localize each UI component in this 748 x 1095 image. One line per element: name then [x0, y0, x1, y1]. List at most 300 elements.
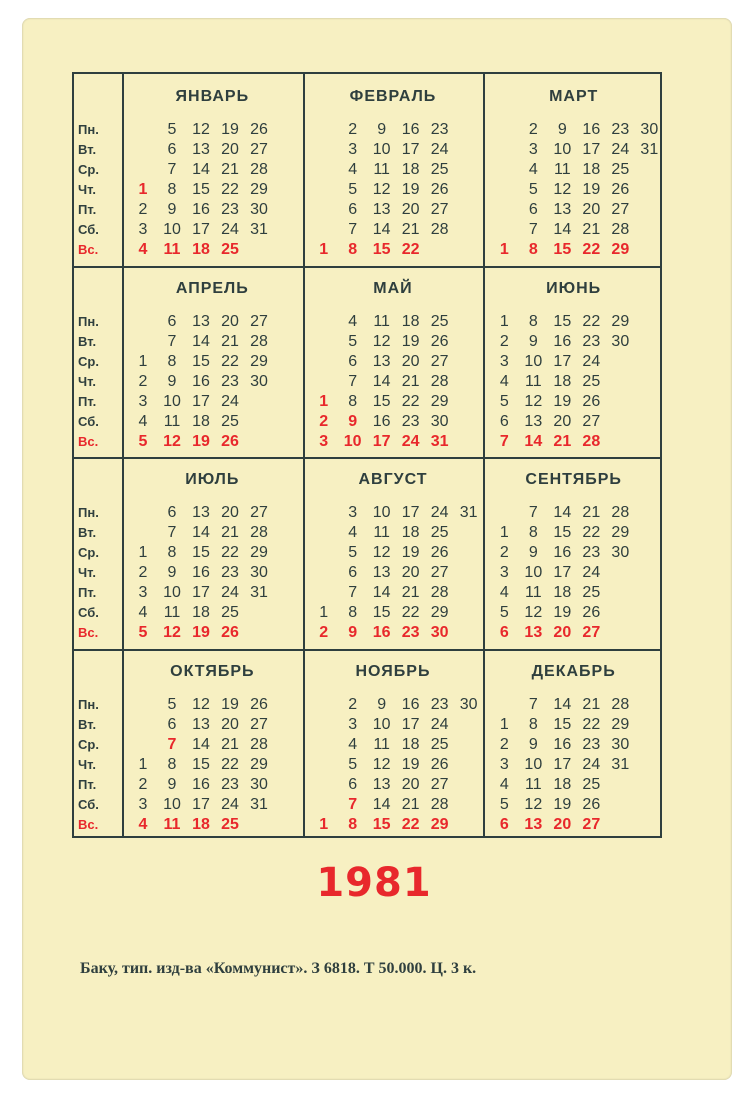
- day-number: 27: [582, 624, 601, 641]
- day-number: 9: [167, 564, 177, 581]
- day-number: 3: [138, 795, 148, 813]
- day-number: 15: [553, 312, 572, 330]
- day-number: 28: [582, 432, 601, 450]
- day-number: 28: [611, 504, 630, 521]
- day-number: 2: [138, 201, 148, 218]
- day-number: 23: [221, 201, 239, 218]
- day-number: 28: [250, 161, 268, 178]
- day-number: 1: [499, 241, 509, 258]
- day-number: 26: [430, 332, 449, 350]
- day-number: 19: [192, 432, 210, 450]
- day-number: 1: [319, 241, 329, 258]
- day-number: 21: [401, 372, 420, 390]
- day-number: 27: [611, 201, 630, 218]
- day-number: 22: [401, 815, 420, 833]
- day-number: 29: [430, 392, 449, 410]
- day-number: 11: [554, 161, 571, 178]
- day-number: 23: [401, 412, 420, 430]
- day-number: 3: [348, 504, 358, 521]
- day-number: 5: [348, 544, 358, 561]
- day-number: 6: [499, 412, 509, 430]
- day-number: 6: [167, 715, 177, 733]
- day-number: 6: [167, 312, 177, 330]
- day-number: 15: [372, 392, 391, 410]
- day-number: 8: [528, 312, 538, 330]
- day-number: 15: [553, 715, 572, 733]
- month-name: ИЮНЬ: [546, 279, 602, 297]
- day-number: 30: [250, 775, 268, 793]
- day-number: 3: [348, 715, 358, 733]
- day-number: 18: [553, 775, 572, 793]
- day-number: 15: [372, 815, 391, 833]
- day-number: 22: [582, 312, 601, 330]
- day-number: 29: [611, 524, 630, 541]
- weekday-labels: [78, 120, 118, 260]
- day-number: 27: [250, 715, 268, 733]
- day-number: 13: [372, 564, 391, 581]
- day-number: 18: [192, 412, 210, 430]
- day-number: 18: [582, 161, 601, 178]
- day-number: 3: [138, 584, 148, 601]
- day-number: 19: [553, 795, 572, 813]
- day-number: 30: [611, 332, 630, 350]
- day-number: 21: [582, 504, 601, 521]
- weekday-label: Ср.: [78, 353, 99, 369]
- day-number: 4: [348, 161, 358, 178]
- day-number: 3: [138, 392, 148, 410]
- day-number: 12: [163, 624, 181, 641]
- day-number: 11: [525, 372, 542, 390]
- day-number: 20: [221, 715, 239, 733]
- day-number: 4: [138, 604, 148, 621]
- day-number: 1: [138, 544, 148, 561]
- day-number: 22: [582, 241, 601, 258]
- day-number: 5: [167, 121, 177, 138]
- day-number: 17: [372, 432, 391, 450]
- day-number: 5: [499, 795, 509, 813]
- day-number: 20: [401, 775, 420, 793]
- day-number: 16: [401, 121, 420, 138]
- day-number: 15: [192, 755, 210, 773]
- day-number: 12: [163, 432, 181, 450]
- day-number: 18: [553, 584, 572, 601]
- day-number: 30: [459, 695, 478, 713]
- day-number: 28: [250, 735, 268, 753]
- day-number: 4: [348, 312, 358, 330]
- month-block: [122, 457, 303, 648]
- day-number: 8: [167, 352, 177, 370]
- day-number: 20: [553, 815, 572, 833]
- day-number: 28: [430, 795, 449, 813]
- day-number: 24: [221, 795, 239, 813]
- day-number: 19: [553, 604, 572, 621]
- day-number: 22: [221, 181, 239, 198]
- day-number: 29: [611, 312, 630, 330]
- day-number: 29: [250, 755, 268, 773]
- weekday-labels: [78, 503, 118, 643]
- day-number: 19: [582, 181, 601, 198]
- day-number: 17: [192, 221, 210, 238]
- day-number: 20: [553, 624, 572, 641]
- day-number: 12: [553, 181, 572, 198]
- day-number: 28: [611, 221, 630, 238]
- day-number: 23: [430, 695, 449, 713]
- day-number: 16: [582, 121, 601, 138]
- day-number: 17: [192, 795, 210, 813]
- day-number: 29: [250, 544, 268, 561]
- day-number: 15: [372, 604, 391, 621]
- day-number: 14: [553, 221, 572, 238]
- day-number: 7: [348, 795, 358, 813]
- month-block: [483, 266, 664, 457]
- day-number: 14: [192, 161, 210, 178]
- day-number: 31: [430, 432, 449, 450]
- calendar-grid: [72, 72, 662, 838]
- day-number: 15: [192, 181, 210, 198]
- day-number: 29: [430, 604, 449, 621]
- day-number: 30: [611, 544, 630, 561]
- day-number: 30: [640, 121, 659, 138]
- month-name: АВГУСТ: [358, 471, 428, 488]
- day-number: 1: [138, 755, 148, 773]
- weekday-label: Вт.: [78, 716, 97, 732]
- day-number: 20: [553, 412, 572, 430]
- day-number: 8: [167, 755, 177, 773]
- day-number: 16: [372, 412, 391, 430]
- day-number: 2: [348, 121, 358, 138]
- day-number: 27: [582, 815, 601, 833]
- day-number: 12: [524, 604, 543, 621]
- day-number: 3: [348, 141, 358, 158]
- day-number: 5: [499, 392, 509, 410]
- weekday-label: Чт.: [78, 565, 96, 580]
- weekday-labels: [78, 695, 118, 835]
- weekday-label: Вс.: [78, 625, 99, 640]
- day-number: 26: [221, 624, 239, 641]
- day-number: 25: [221, 815, 239, 833]
- day-number: 22: [582, 715, 601, 733]
- day-number: 4: [138, 815, 148, 833]
- day-number: 10: [163, 392, 181, 410]
- day-number: 30: [250, 564, 268, 581]
- weekday-labels: [78, 312, 118, 452]
- weekday-label: Сб.: [78, 413, 99, 429]
- day-number: 10: [524, 352, 543, 370]
- day-number: 7: [167, 735, 177, 753]
- day-number: 1: [319, 604, 329, 621]
- day-number: 18: [401, 161, 420, 178]
- day-number: 17: [192, 584, 210, 601]
- day-number: 8: [348, 392, 358, 410]
- month-block: [303, 457, 484, 648]
- day-number: 16: [372, 624, 391, 641]
- day-number: 19: [221, 121, 239, 138]
- day-number: 6: [528, 201, 538, 218]
- day-number: 12: [372, 755, 391, 773]
- day-number: 12: [524, 392, 543, 410]
- day-number: 7: [528, 504, 538, 521]
- day-number: 30: [250, 372, 268, 390]
- day-number: 30: [430, 412, 449, 430]
- day-number: 20: [221, 141, 239, 158]
- day-number: 4: [138, 241, 148, 258]
- day-number: 27: [430, 201, 449, 218]
- day-number: 25: [611, 161, 630, 178]
- day-number: 25: [430, 524, 449, 541]
- day-number: 14: [192, 735, 210, 753]
- day-number: 19: [553, 392, 572, 410]
- day-number: 3: [528, 141, 538, 158]
- day-number: 16: [553, 332, 572, 350]
- day-number: 16: [401, 695, 420, 713]
- day-number: 10: [524, 755, 543, 773]
- day-number: 20: [401, 352, 420, 370]
- day-number: 8: [528, 241, 538, 258]
- day-number: 24: [401, 432, 420, 450]
- day-number: 23: [430, 121, 449, 138]
- day-number: 18: [192, 815, 210, 833]
- day-number: 16: [192, 564, 210, 581]
- day-number: 17: [401, 504, 420, 521]
- day-number: 17: [192, 392, 210, 410]
- day-number: 22: [221, 755, 239, 773]
- day-number: 24: [430, 715, 449, 733]
- day-number: 14: [372, 221, 391, 238]
- day-number: 5: [138, 432, 148, 450]
- day-number: 14: [192, 524, 210, 541]
- weekday-label: Ср.: [78, 736, 99, 752]
- day-number: 24: [221, 392, 239, 410]
- day-number: 8: [528, 715, 538, 733]
- day-number: 16: [553, 735, 572, 753]
- month-block: [483, 457, 664, 648]
- day-number: 14: [372, 795, 391, 813]
- day-number: 23: [582, 544, 601, 561]
- day-number: 27: [430, 352, 449, 370]
- day-number: 30: [250, 201, 268, 218]
- day-number: 25: [582, 775, 601, 793]
- day-number: 10: [163, 221, 181, 238]
- day-number: 12: [524, 795, 543, 813]
- day-number: 5: [499, 604, 509, 621]
- day-number: 9: [167, 201, 177, 218]
- month-block: [483, 74, 664, 265]
- day-number: 23: [221, 775, 239, 793]
- day-number: 15: [553, 241, 572, 258]
- day-number: 21: [221, 161, 239, 178]
- day-number: 4: [499, 372, 509, 390]
- day-number: 11: [163, 241, 181, 258]
- day-number: 9: [528, 332, 538, 350]
- day-number: 10: [524, 564, 543, 581]
- day-number: 2: [138, 564, 148, 581]
- day-number: 22: [221, 544, 239, 561]
- day-number: 18: [192, 241, 210, 258]
- day-number: 13: [192, 715, 210, 733]
- day-number: 12: [192, 121, 210, 138]
- day-number: 10: [372, 141, 391, 158]
- day-number: 20: [401, 564, 420, 581]
- day-number: 7: [167, 524, 177, 541]
- day-number: 11: [373, 312, 390, 330]
- day-number: 9: [167, 775, 177, 793]
- day-number: 25: [430, 161, 449, 178]
- day-number: 12: [372, 544, 391, 561]
- day-number: 31: [250, 795, 268, 813]
- day-number: 2: [319, 624, 329, 641]
- day-number: 11: [373, 735, 390, 753]
- day-number: 9: [557, 121, 567, 138]
- day-number: 23: [582, 735, 601, 753]
- weekday-label: Пн.: [78, 505, 99, 520]
- day-number: 18: [401, 524, 420, 541]
- day-number: 14: [524, 432, 543, 450]
- day-number: 3: [138, 221, 148, 238]
- day-number: 10: [163, 795, 181, 813]
- day-number: 21: [221, 524, 239, 541]
- weekday-label: Вт.: [78, 142, 97, 157]
- month-name: ЯНВАРЬ: [175, 88, 250, 105]
- day-number: 18: [192, 604, 210, 621]
- day-number: 24: [221, 221, 239, 238]
- day-number: 13: [553, 201, 572, 218]
- day-number: 2: [319, 412, 329, 430]
- month-name: ФЕВРАЛЬ: [349, 88, 437, 105]
- day-number: 4: [528, 161, 538, 178]
- day-number: 18: [553, 372, 572, 390]
- day-number: 12: [372, 181, 391, 198]
- day-number: 14: [553, 504, 572, 521]
- month-block: [483, 649, 664, 840]
- day-number: 10: [163, 584, 181, 601]
- day-number: 8: [167, 181, 177, 198]
- day-number: 18: [401, 735, 420, 753]
- day-number: 26: [430, 181, 449, 198]
- day-number: 17: [401, 715, 420, 733]
- day-number: 24: [582, 352, 601, 370]
- day-number: 1: [499, 312, 509, 330]
- day-number: 20: [221, 312, 239, 330]
- day-number: 23: [221, 372, 239, 390]
- day-number: 28: [250, 332, 268, 350]
- month-block: [122, 74, 303, 265]
- month-name: НОЯБРЬ: [355, 662, 431, 680]
- day-number: 1: [138, 352, 148, 370]
- day-number: 13: [192, 312, 210, 330]
- day-number: 13: [372, 352, 391, 370]
- day-number: 11: [163, 815, 181, 833]
- weekday-label: Пн.: [78, 122, 99, 137]
- day-number: 25: [221, 604, 239, 621]
- day-number: 31: [640, 141, 659, 158]
- month-block: [122, 649, 303, 840]
- month-name: ИЮЛЬ: [185, 471, 240, 488]
- day-number: 2: [528, 121, 538, 138]
- day-number: 14: [192, 332, 210, 350]
- day-number: 11: [525, 584, 542, 601]
- day-number: 10: [553, 141, 572, 158]
- day-number: 11: [373, 524, 390, 541]
- day-number: 30: [611, 735, 630, 753]
- month-block: [303, 74, 484, 265]
- weekday-label: Чт.: [78, 756, 96, 772]
- day-number: 3: [319, 432, 329, 450]
- day-number: 7: [528, 221, 538, 238]
- year-label: 1981: [316, 860, 432, 906]
- day-number: 16: [192, 775, 210, 793]
- day-number: 23: [401, 624, 420, 641]
- day-number: 25: [582, 584, 601, 601]
- day-number: 5: [348, 181, 358, 198]
- day-number: 13: [372, 775, 391, 793]
- day-number: 7: [499, 432, 509, 450]
- weekday-label: Вт.: [78, 333, 97, 349]
- day-number: 9: [528, 735, 538, 753]
- weekday-label: Вт.: [78, 525, 97, 540]
- day-number: 7: [348, 584, 358, 601]
- month-name: ДЕКАБРЬ: [531, 662, 616, 680]
- day-number: 4: [499, 584, 509, 601]
- day-number: 25: [430, 312, 449, 330]
- day-number: 11: [373, 161, 390, 178]
- day-number: 24: [430, 504, 449, 521]
- day-number: 13: [372, 201, 391, 218]
- day-number: 31: [250, 584, 268, 601]
- day-number: 13: [524, 815, 543, 833]
- day-number: 20: [401, 201, 420, 218]
- day-number: 13: [192, 504, 210, 521]
- day-number: 14: [372, 584, 391, 601]
- day-number: 1: [319, 392, 329, 410]
- day-number: 13: [524, 624, 543, 641]
- month-block: [122, 266, 303, 457]
- month-name: МАРТ: [549, 88, 599, 105]
- weekday-label: Чт.: [78, 373, 96, 389]
- day-number: 18: [401, 312, 420, 330]
- day-number: 4: [138, 412, 148, 430]
- day-number: 29: [430, 815, 449, 833]
- day-number: 5: [138, 624, 148, 641]
- day-number: 3: [499, 564, 509, 581]
- day-number: 14: [553, 695, 572, 713]
- day-number: 24: [582, 755, 601, 773]
- day-number: 31: [611, 755, 630, 773]
- day-number: 10: [343, 432, 362, 450]
- day-number: 17: [553, 352, 572, 370]
- day-number: 11: [163, 604, 181, 621]
- day-number: 22: [401, 392, 420, 410]
- day-number: 6: [499, 815, 509, 833]
- day-number: 20: [221, 504, 239, 521]
- day-number: 21: [221, 735, 239, 753]
- day-number: 8: [348, 604, 358, 621]
- weekday-label: Чт.: [78, 182, 96, 197]
- day-number: 27: [250, 504, 268, 521]
- day-number: 19: [192, 624, 210, 641]
- day-number: 8: [167, 544, 177, 561]
- day-number: 12: [192, 695, 210, 713]
- day-number: 25: [430, 735, 449, 753]
- day-number: 9: [377, 695, 387, 713]
- day-number: 2: [499, 735, 509, 753]
- day-number: 22: [401, 241, 420, 258]
- day-number: 25: [221, 412, 239, 430]
- day-number: 29: [611, 241, 630, 258]
- day-number: 6: [499, 624, 509, 641]
- weekday-label: Вс.: [78, 816, 99, 832]
- month-name: АПРЕЛЬ: [175, 279, 249, 297]
- day-number: 17: [553, 755, 572, 773]
